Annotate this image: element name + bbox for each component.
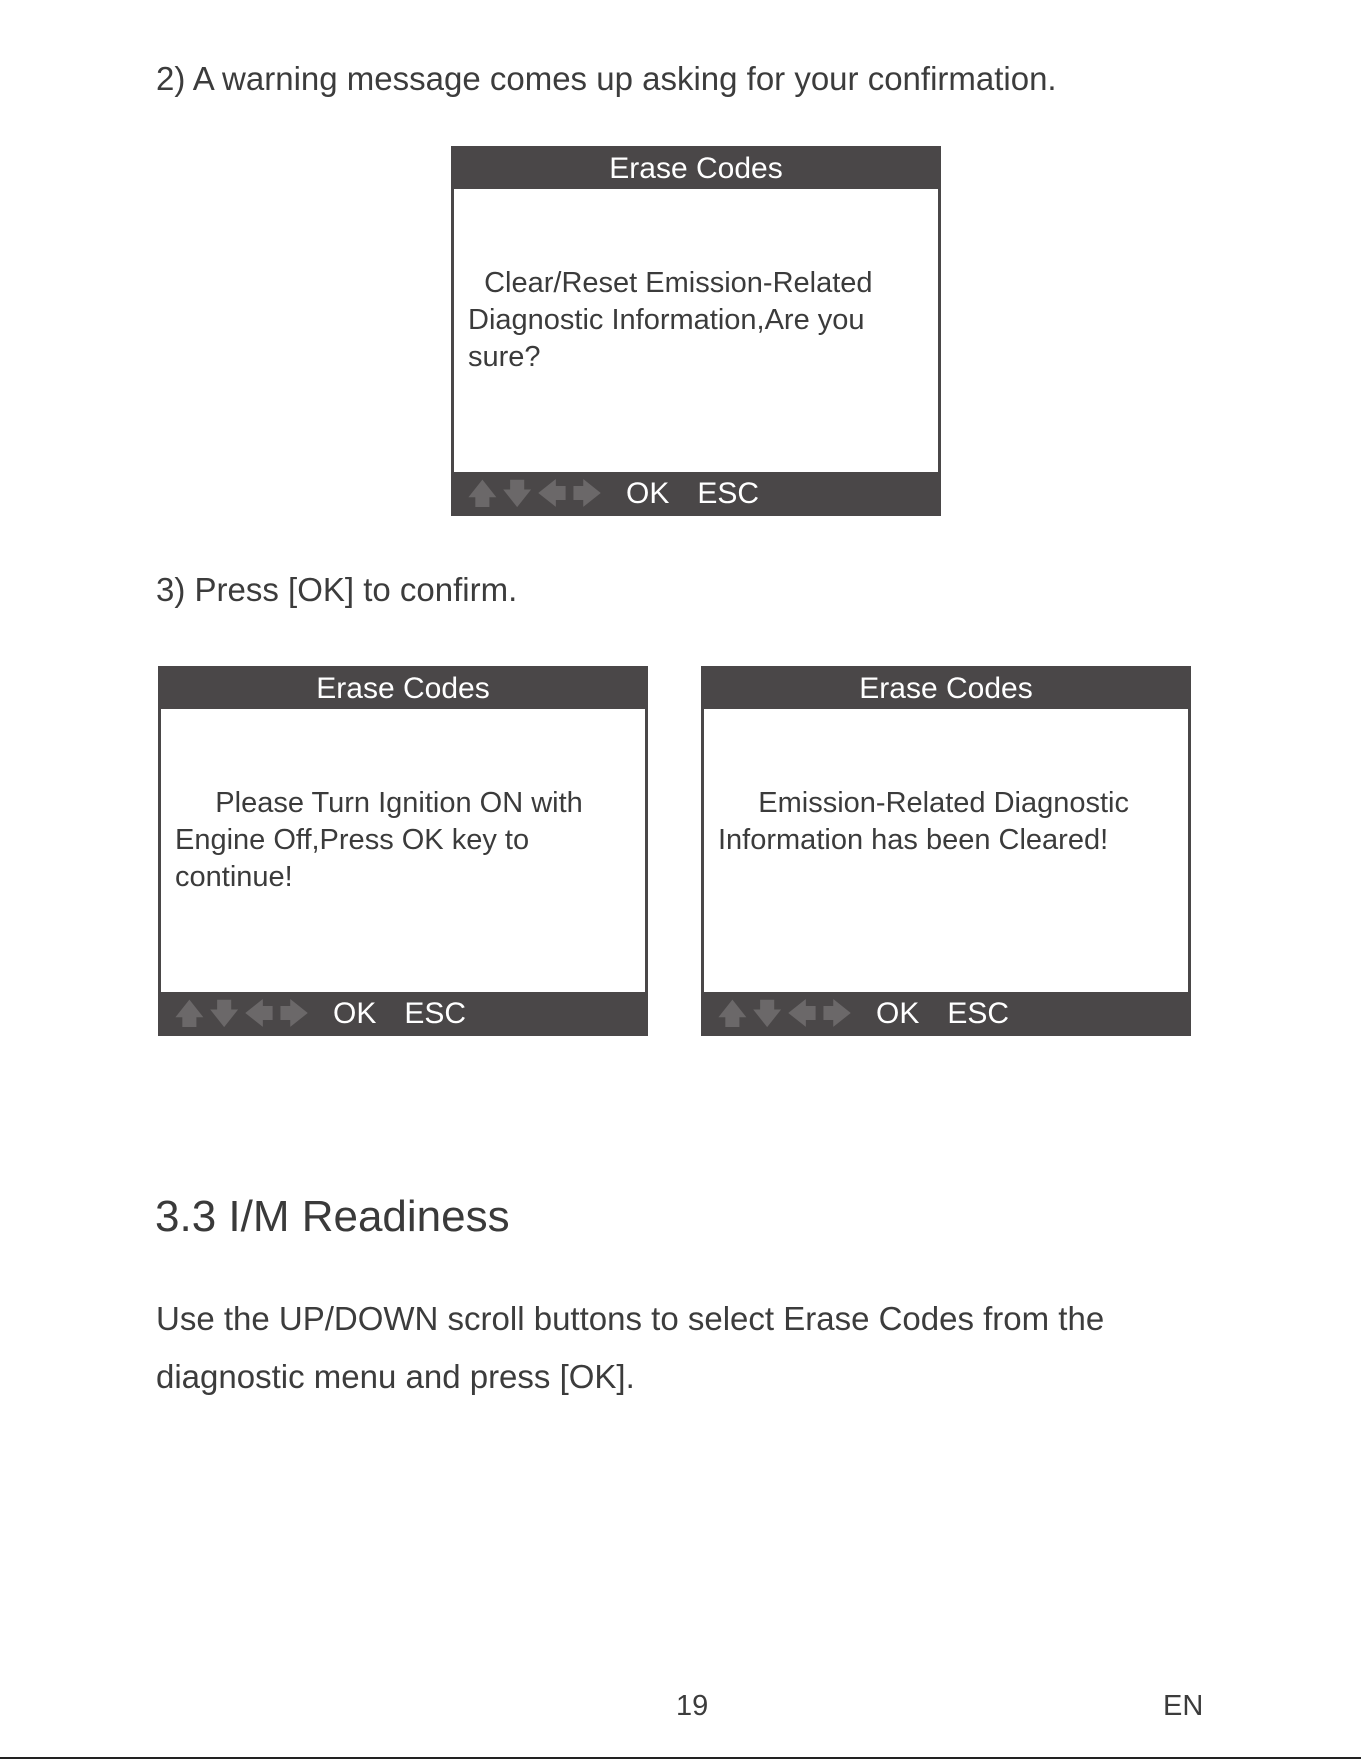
ok-button[interactable]: OK [333,997,377,1030]
step-3-text: 3) Press [OK] to confirm. [156,571,518,608]
arrow-up-icon[interactable]: 🡅 [468,478,497,509]
page-bottom-rule [0,1757,1361,1759]
step-2-text: 2) A warning message comes up asking for your confirmation. [156,60,1057,97]
erase-codes-cleared-screen [701,666,1191,1036]
erase-codes-confirm-screen [451,146,941,516]
arrow-down-icon[interactable]: 🡇 [502,478,532,509]
arrow-right-icon[interactable]: 🡆 [279,998,309,1029]
arrow-left-icon[interactable]: 🡄 [537,478,567,509]
language-label: EN [1163,1690,1204,1722]
screen-title: Erase Codes [316,672,490,705]
arrow-left-icon[interactable]: 🡄 [787,998,817,1029]
esc-button[interactable]: ESC [947,997,1010,1030]
arrow-down-icon[interactable]: 🡇 [209,998,239,1029]
ok-button[interactable]: OK [626,477,670,510]
screen-title: Erase Codes [609,152,783,185]
arrow-up-icon[interactable]: 🡅 [175,998,204,1029]
screen-message: Please Turn Ignition ON with Engine Off,Press OK key to continue! [175,787,583,893]
screen-footer [701,992,1191,1036]
arrow-right-icon[interactable]: 🡆 [822,998,852,1029]
screen-body [704,709,1188,992]
screen-footer [158,992,648,1036]
nav-arrows [718,1000,876,1028]
arrow-up-icon[interactable]: 🡅 [718,998,747,1029]
nav-arrows [175,1000,333,1028]
arrow-right-icon[interactable]: 🡆 [572,478,602,509]
screen-body [454,189,938,472]
instruction-paragraph: Use the UP/DOWN scroll buttons to select Erase Codes from the diagnostic menu and press [OK]. [156,1300,1105,1395]
screen-footer [451,472,941,516]
esc-button[interactable]: ESC [404,997,467,1030]
arrow-down-icon[interactable]: 🡇 [752,998,782,1029]
screen-title: Erase Codes [859,672,1033,705]
arrow-left-icon[interactable]: 🡄 [244,998,274,1029]
screen-message: Clear/Reset Emission-Related Diagnostic Information,Are you sure? [468,267,873,373]
page-number: 19 [676,1690,709,1722]
erase-codes-ignition-screen [158,666,648,1036]
nav-arrows [468,480,626,508]
screen-body [161,709,645,992]
esc-button[interactable]: ESC [697,477,760,510]
section-heading: 3.3 I/M Readiness [155,1192,510,1241]
screen-message: Emission-Related Diagnostic Information has been Cleared! [718,787,1129,856]
ok-button[interactable]: OK [876,997,920,1030]
